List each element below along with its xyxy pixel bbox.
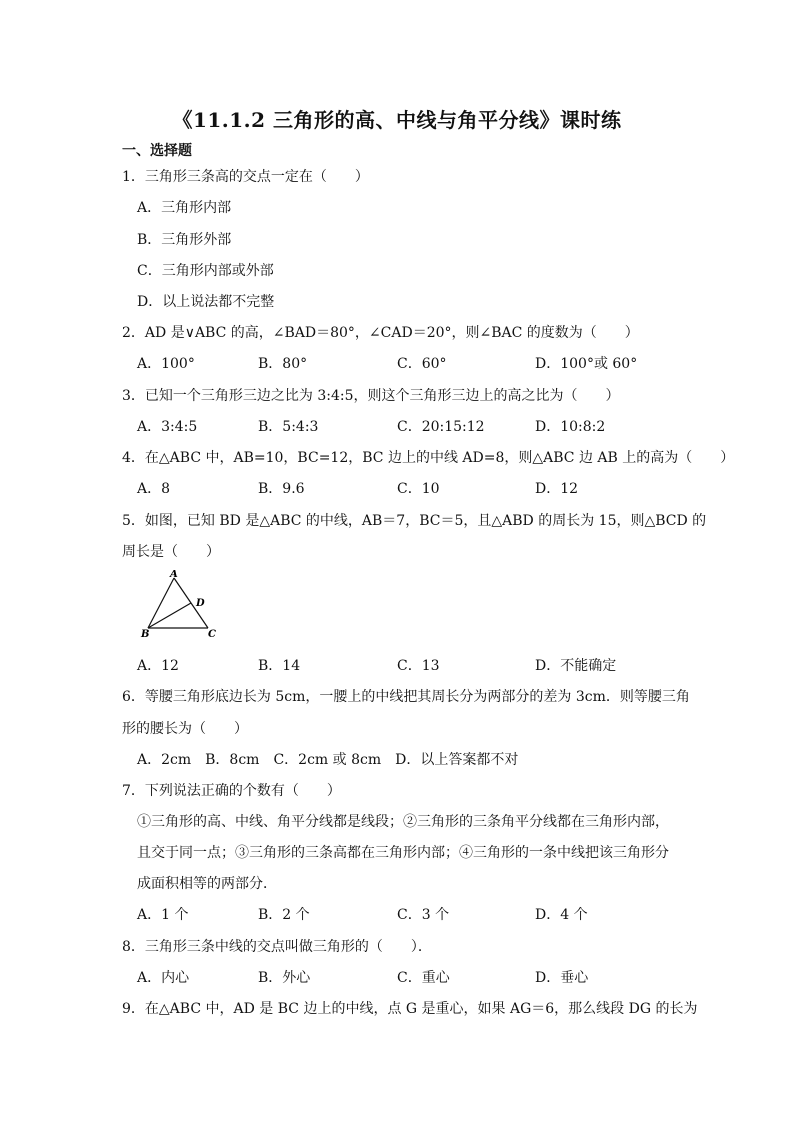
question-5-option-d: D．不能确定 [535,658,617,674]
question-2-option-b: B．80° [258,356,308,372]
question-5-stem-line-1: 5．如图，已知 BD 是△ABC 的中线，AB＝7，BC＝5，且△ABD 的周长为 15，则△BCD 的 [122,513,707,529]
question-7-stem: 7．下列说法正确的个数有（ ） [122,783,341,799]
question-1-option-b: B．三角形外部 [137,232,232,248]
question-8-option-c: C．重心 [397,970,450,986]
question-7-option-a: A．1 个 [137,907,189,923]
question-8-option-a: A．内心 [137,970,190,986]
question-3-option-b: B．5:4:3 [258,419,319,435]
question-5-stem-line-2: 周长是（ ） [122,544,220,560]
question-4-option-b: B．9.6 [258,481,305,497]
question-8-stem: 8．三角形三条中线的交点叫做三角形的（ ）． [122,939,432,955]
triangle-figure [140,570,230,642]
question-2-stem: 2．AD 是∨ABC 的高，∠BAD＝80°，∠CAD＝20°，则∠BAC 的度数为（ ） [122,325,639,341]
question-3-option-a: A．3:4:5 [137,419,198,435]
question-1-stem: 1．三角形三条高的交点一定在（ ） [122,169,369,185]
question-5-option-b: B．14 [258,658,301,674]
question-7-body-line-1: ①三角形的高、中线、角平分线都是线段；②三角形的三条角平分线都在三角形内部， [137,814,669,830]
question-1-option-a: A．三角形内部 [137,200,232,216]
question-6-options: A．2cm B．8cm C．2cm 或 8cm D．以上答案都不对 [137,752,519,768]
question-4-stem: 4．在△ABC 中，AB=10，BC=12，BC 边上的中线 AD=8，则△ABC 边 AB 上的高为（ ） [122,450,735,466]
question-1-option-d: D．以上说法都不完整 [137,294,275,310]
page-title: 《11.1.2 三角形的高、中线与角平分线》课时练 [172,108,622,132]
question-2-option-c: C．60° [397,356,447,372]
question-2-option-a: A．100° [137,356,195,372]
question-9-stem: 9．在△ABC 中，AD 是 BC 边上的中线，点 G 是重心，如果 AG＝6，那么线段 DG 的长为 [122,1001,698,1017]
vertex-label-a: A [170,570,178,580]
question-5-option-c: C．13 [397,658,440,674]
question-5-option-a: A．12 [137,658,179,674]
question-7-body-line-2: 且交于同一点；③三角形的三条高都在三角形内部；④三角形的一条中线把该三角形分 [137,845,669,861]
question-7-option-c: C．3 个 [397,907,450,923]
question-7-option-b: B．2 个 [258,907,310,923]
point-label-d: D [196,598,205,609]
question-7-body-line-3: 成面积相等的两部分． [137,876,277,892]
question-8-option-b: B．外心 [258,970,311,986]
question-7-option-d: D．4 个 [535,907,588,923]
question-2-option-d: D．100°或 60° [535,356,638,372]
vertex-label-b: B [141,629,150,640]
question-3-option-d: D．10:8:2 [535,419,606,435]
question-4-option-c: C．10 [397,481,440,497]
question-6-stem-line-1: 6．等腰三角形底边长为 5cm，一腰上的中线把其周长分为两部分的差为 3cm．则等腰三角 [122,689,690,705]
question-1-option-c: C．三角形内部或外部 [137,263,274,279]
question-3-stem: 3．已知一个三角形三边之比为 3:4:5，则这个三角形三边上的高之比为（ ） [122,388,620,404]
question-4-option-a: A．8 [137,481,171,497]
question-3-option-c: C．20:15:12 [397,419,485,435]
vertex-label-c: C [208,629,216,640]
question-8-option-d: D．垂心 [535,970,589,986]
section-heading: 一、选择题 [122,143,192,159]
question-6-stem-line-2: 形的腰长为（ ） [122,721,248,737]
question-4-option-d: D．12 [535,481,579,497]
